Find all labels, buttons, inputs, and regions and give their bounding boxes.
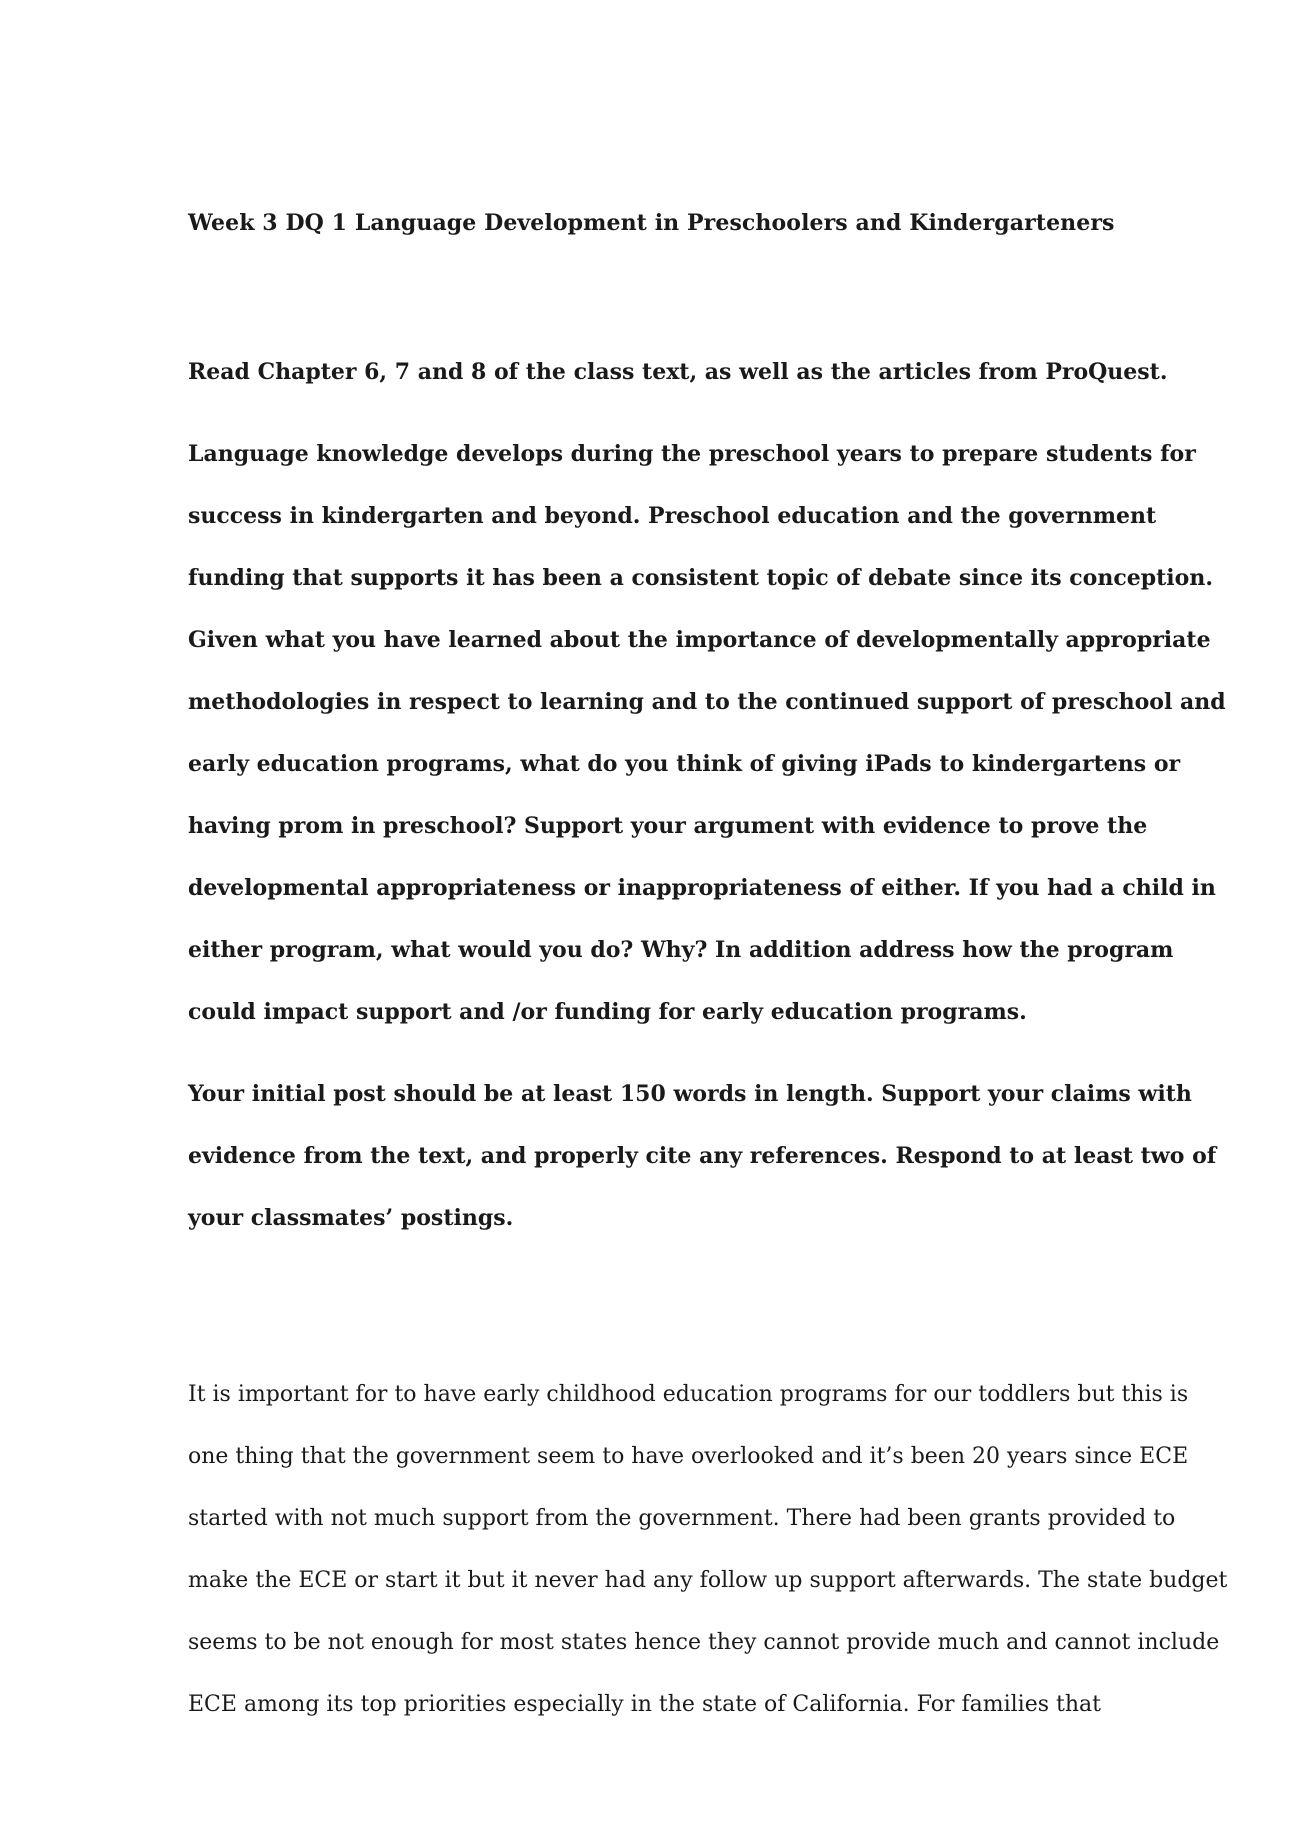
prompt-paragraph-question: Language knowledge develops during the preschool years to prepare students for success in kindergarten and beyond. Preschool education and the government funding that supports it has been a consistent topic of debate since its conception. Given what you have learned about the importance of developmentally appropriate methodologies in respect to learning and to the continued support of preschool and early education programs, what do you think of giving iPads to kindergartens or having prom in preschool? Support your argument with evidence to prove the developmental appropriateness or inappropriateness of either. If you had a child in either program, what would you do? Why? In addition address how the program could impact support and /or funding for early education programs. <box>188 441 1226 1025</box>
document-title: Week 3 DQ 1 Language Development in Preschoolers and Kindergarteners <box>188 210 1115 236</box>
prompt-paragraph-requirements: Your initial post should be at least 150 words in length. Support your claims with evidence from the text, and properly cite any references. Respond to at least two of your classmates’ postings. <box>188 1081 1217 1231</box>
prompt-paragraph-reading: Read Chapter 6, 7 and 8 of the class text, as well as the articles from ProQuest. <box>188 359 1168 385</box>
document-body <box>188 205 1228 1736</box>
response-paragraph: It is important for to have early childhood education programs for our toddlers but this is one thing that the government seem to have overlooked and it’s been 20 years since ECE started with not much support from the government. There had been grants provided to make the ECE or start it but it never had any follow up support afterwards. The state budget seems to be not enough for most states hence they cannot provide much and cannot include ECE among its top priorities especially in the state of California. For families that <box>188 1382 1228 1717</box>
